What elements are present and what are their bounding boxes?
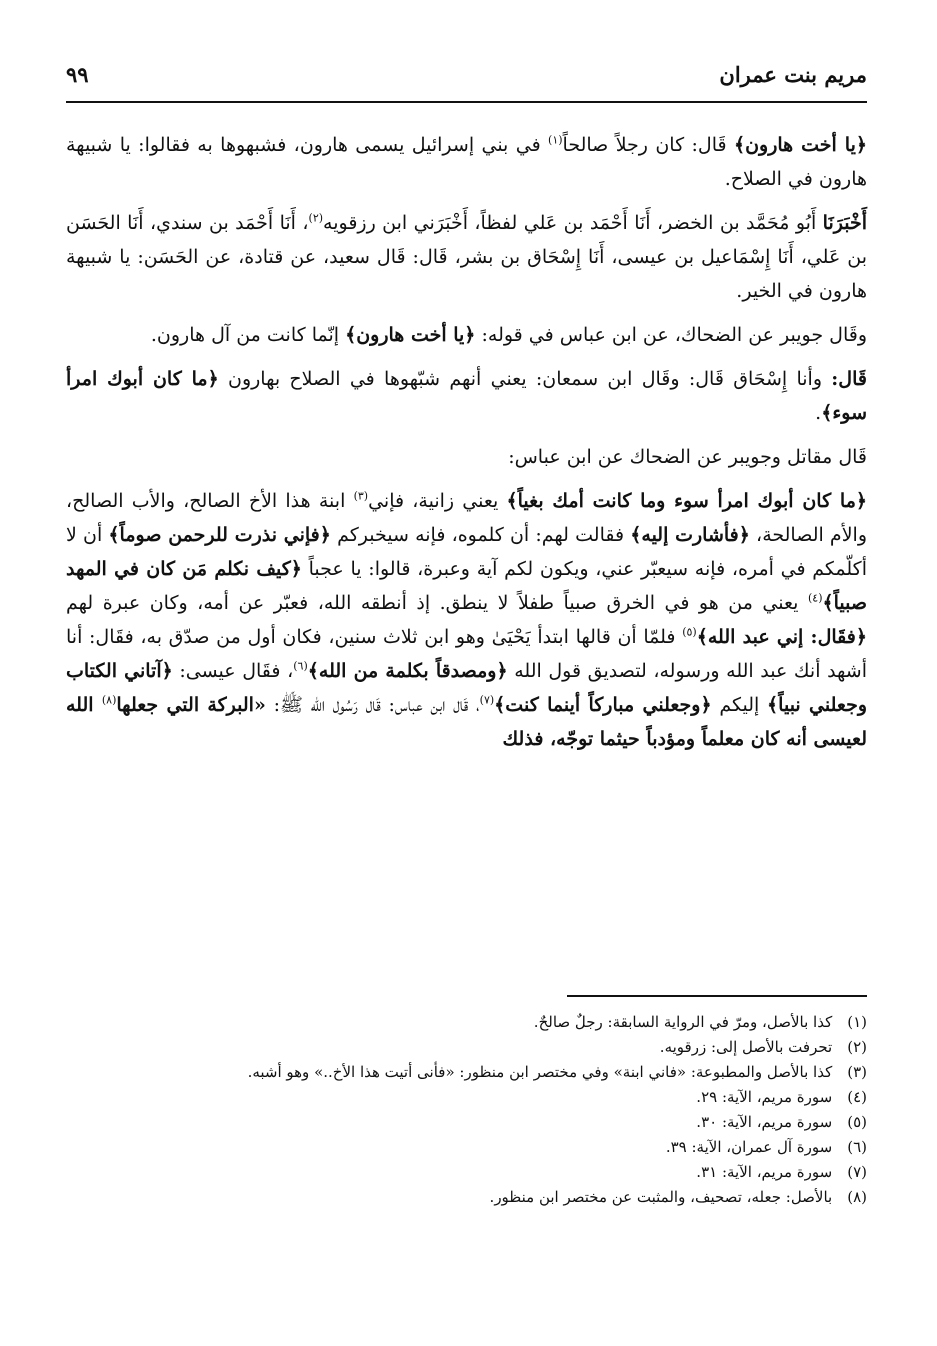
hadith-quote: «البركة التي جعلها: [116, 694, 266, 716]
hadith-quote: الله لعيسى أنه كان معلماً ومؤدباً حيثما توجّه، فذلك: [66, 694, 867, 750]
quran-quote: ﴿وجعلني مباركاً أينما كنت﴾: [494, 694, 712, 716]
footnote-ref[interactable]: (١): [548, 133, 563, 147]
text-run: قَال مقاتل وجويبر عن الضحاك عن ابن عباس:: [508, 446, 867, 468]
text-run: أَبُو مُحَمَّد بن الخضر، أَنَا أَحْمَد بن عَلي لفظاً، أَخْبَرَني ابن رزقويه: [323, 212, 823, 234]
text-run: قَال: كان رجلاً صالحاً: [562, 134, 734, 156]
footnote-item: [160, 1135, 867, 1160]
running-title: مريم بنت عمران: [719, 62, 867, 87]
footnote-ref[interactable]: (٤): [807, 591, 823, 605]
footnote-item: [160, 1110, 867, 1135]
footnote-ref[interactable]: (٦): [293, 659, 308, 673]
text-run: إنّما كانت من آل هارون.: [150, 324, 346, 346]
quran-quote: ﴿ما كان أبوك امرأ سوء﴾: [66, 368, 867, 424]
paragraph-2: [66, 206, 867, 308]
footnote-item: [160, 1035, 867, 1060]
text-run: يعني زانية، فإني: [368, 490, 507, 512]
footnote-number: (٦): [847, 1138, 867, 1156]
footnote-number: (٣): [847, 1063, 867, 1081]
quran-quote: ﴿آتاني الكتاب وجعلني نبياً﴾: [66, 660, 867, 716]
isnad-lead: قَال:: [831, 368, 867, 390]
paragraph-3: [66, 318, 867, 352]
footnote-ref[interactable]: (٣): [353, 489, 369, 503]
footnote-number: (٧): [847, 1163, 867, 1181]
footnote-number: (٢): [847, 1038, 867, 1056]
footnote-text: سورة مريم، الآية: ٣٠.: [696, 1113, 833, 1131]
text-run: أن لا أكلّمكم في أمره، فإنه سيعبّر عني، ويكون لكم آية وعبرة، قالوا: يا عجباً: [66, 524, 867, 580]
footnote-item: [160, 1010, 867, 1035]
text-run: يعني من هو في الخرق صبياً طفلاً لا ينطق. إذ أنطقه الله، فعبّر عن أمه، وكان عبرة لهم: [66, 592, 808, 614]
text-run: في بني إسرائيل يسمى هارون، فشبهوها به فقالوا: يا شبيهة هارون في الصلاح.: [66, 134, 867, 190]
quran-quote: ﴿فأشارت إليه﴾: [630, 524, 750, 546]
text-run: فقالت لهم: أن كلموه، فإنه سيخبركم: [330, 524, 631, 546]
isnad-lead: أَخْبَرَنَا: [822, 212, 867, 234]
quran-quote: ﴿فقَال: إني عبد الله﴾: [696, 626, 867, 648]
footnote-text: كذا بالأصل والمطبوعة: «فاني ابنة» وفي مختصر ابن منظور: «فأنى أتيت هذا الأخ..» وهو أشبه.: [247, 1063, 833, 1081]
paragraph-6: [66, 484, 867, 756]
footnote-ref[interactable]: (٨): [101, 693, 117, 707]
text-run: فلمّا أن قالها ابتدأ يَحْيَىٰ وهو ابن ثلاث سنين، فكان أول من صدّق به، فقَال: أنا أشهد أنك عبد الله ورسوله، لتصديق قول الله: [66, 626, 868, 682]
text-run: .: [815, 402, 822, 424]
footnote-ref[interactable]: (٢): [308, 211, 324, 225]
paragraph-4: [66, 362, 867, 430]
footnote-text: بالأصل: جعله، تصحيف، والمثبت عن مختصر ابن منظور.: [489, 1188, 833, 1206]
text-run: ، قَال ابن عباس: قَال رَسُول الله ﷺ:: [265, 694, 480, 716]
text-run: وأنا إِسْحَاق قَال: وقَال ابن سمعان: يعني أنهم شبّهوها في الصلاح بهارون: [218, 368, 832, 390]
footnotes-list: [160, 1010, 867, 1210]
text-run: ، أَنَا أَحْمَد بن سندي، أَنَا الحَسَن بن عَلي، أَنَا إِسْمَاعيل بن عيسى، أَنَا إِسْحَاق بن بشر، قَال: قَال سعيد، عن قتادة، عن الحَسَن: يا شبيهة هارون في الخير.: [66, 212, 867, 302]
footnote-number: (٨): [847, 1188, 867, 1206]
footnote-item: [160, 1185, 867, 1210]
paragraph-1: [66, 128, 867, 196]
page-header: [66, 62, 867, 96]
footnote-item: [160, 1060, 867, 1085]
footnote-number: (٤): [847, 1088, 867, 1106]
quran-quote: ﴿فإني نذرت للرحمن صوماً﴾: [108, 524, 331, 546]
footnote-text: كذا بالأصل، ومرّ في الرواية السابقة: رجلٌ صالحٌ.: [533, 1013, 833, 1031]
footnote-ref[interactable]: (٧): [479, 693, 495, 707]
footnote-number: (٥): [847, 1113, 867, 1131]
footnote-text: تحرفت بالأصل إلى: زرقويه.: [659, 1038, 833, 1056]
footnote-item: [160, 1160, 867, 1185]
footnote-text: سورة آل عمران، الآية: ٣٩.: [665, 1138, 833, 1156]
text-run: ، فقَال عيسى:: [172, 660, 294, 682]
paragraph-5: [66, 440, 867, 474]
quran-quote: ﴿ومصدقاً بكلمة من الله﴾: [307, 660, 508, 682]
main-text: [66, 128, 867, 766]
footnote-item: [160, 1085, 867, 1110]
quran-quote: ﴿ما كان أبوك امرأ سوء وما كانت أمك بغياً﴾: [506, 490, 868, 512]
text-run: وقَال جويبر عن الضحاك، عن ابن عباس في قوله:: [475, 324, 867, 346]
footnote-ref[interactable]: (٥): [682, 625, 697, 639]
footnote-number: (١): [847, 1013, 867, 1031]
footnote-text: سورة مريم، الآية: ٣١.: [696, 1163, 833, 1181]
page-number: ٩٩: [66, 62, 89, 87]
footnote-text: سورة مريم، الآية: ٢٩.: [696, 1088, 833, 1106]
quran-quote: ﴿كيف نكلم مَن كان في المهد صبياً﴾: [66, 558, 868, 614]
quran-quote: ﴿يا أخت هارون﴾: [733, 134, 867, 156]
quran-quote: ﴿يا أخت هارون﴾: [345, 324, 476, 346]
text-run: ابنة هذا الأخ الصالح، والأب الصالح، والأم الصالحة،: [66, 490, 867, 546]
header-divider: [66, 101, 867, 103]
text-run: إليكم: [711, 694, 768, 716]
footnote-divider: [567, 995, 867, 997]
